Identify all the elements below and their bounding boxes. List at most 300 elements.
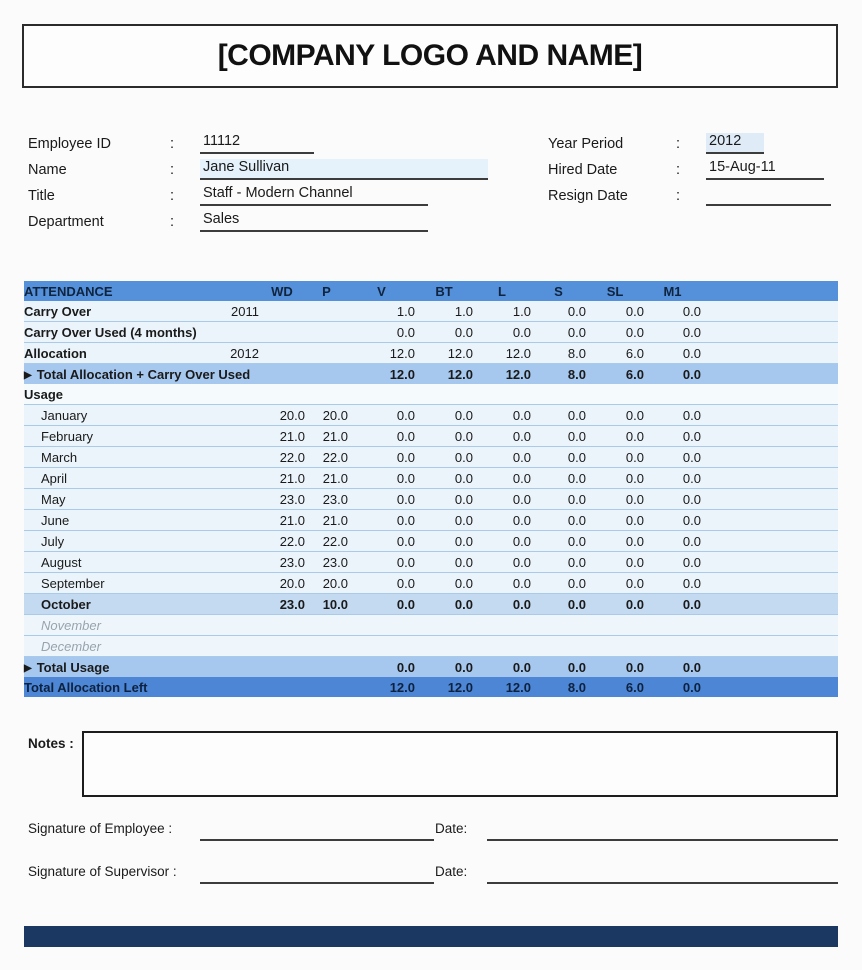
value-cell-bt[interactable]: 0.0 (415, 489, 473, 510)
year-cell[interactable] (194, 384, 259, 405)
row-label: May (41, 491, 66, 507)
value-cell-bt[interactable]: 0.0 (415, 552, 473, 573)
row-label: Allocation (24, 345, 87, 361)
value-cell-sl[interactable] (586, 636, 644, 657)
column-header-m1: M1 (644, 281, 701, 301)
value-cell-m1[interactable]: 0.0 (644, 405, 701, 426)
value-cell-v[interactable]: 0.0 (348, 468, 415, 489)
filler-cell (701, 384, 838, 405)
filler-cell (701, 426, 838, 447)
value-cell-p[interactable]: 20.0 (305, 573, 348, 594)
value-cell-bt[interactable]: 0.0 (415, 573, 473, 594)
value-cell-wd[interactable] (259, 364, 305, 385)
value-cell-p[interactable] (305, 322, 348, 343)
value-cell-m1[interactable]: 0.0 (644, 426, 701, 447)
filler-cell (701, 364, 838, 385)
filler-cell (701, 531, 838, 552)
row-label: January (41, 407, 88, 423)
value-cell-wd[interactable] (259, 343, 305, 364)
value-cell-m1[interactable]: 0.0 (644, 364, 701, 385)
value-cell-v[interactable]: 1.0 (348, 301, 415, 322)
value-cell-sl[interactable]: 0.0 (586, 510, 644, 531)
value-cell-wd[interactable]: 22.0 (259, 531, 305, 552)
year-cell[interactable] (194, 677, 259, 697)
row-label-cell (24, 657, 194, 678)
value-cell-wd[interactable]: 22.0 (259, 447, 305, 468)
value-cell-sl[interactable]: 6.0 (586, 343, 644, 364)
value-cell-v[interactable]: 12.0 (348, 343, 415, 364)
row-label: October (41, 596, 91, 612)
value-cell-wd[interactable] (259, 615, 305, 636)
field-name (28, 154, 488, 180)
value-cell-v[interactable]: 0.0 (348, 489, 415, 510)
value-cell-l[interactable]: 0.0 (473, 322, 531, 343)
table-row (24, 384, 838, 405)
value-cell-l[interactable]: 0.0 (473, 468, 531, 489)
table-row (24, 322, 838, 343)
filler-cell (701, 322, 838, 343)
row-label: Total Usage (36, 659, 110, 675)
value-cell-m1[interactable] (644, 636, 701, 657)
table-row (24, 552, 838, 573)
row-label-cell (24, 384, 194, 405)
value-cell-l[interactable]: 0.0 (473, 531, 531, 552)
field-employee-id (28, 128, 488, 154)
row-label-cell (24, 594, 194, 615)
year-cell[interactable] (194, 405, 259, 426)
filler-cell (701, 552, 838, 573)
value-cell-bt[interactable]: 0.0 (415, 594, 473, 615)
value-cell-sl[interactable]: 6.0 (586, 677, 644, 697)
value-cell-l[interactable]: 0.0 (473, 552, 531, 573)
table-row (24, 426, 838, 447)
value-cell-l[interactable] (473, 384, 531, 405)
column-header-wd: WD (259, 281, 305, 301)
value-cell-l[interactable]: 0.0 (473, 426, 531, 447)
value-cell-sl[interactable]: 0.0 (586, 426, 644, 447)
colon-separator: : (170, 214, 175, 230)
value-cell-l[interactable]: 12.0 (473, 343, 531, 364)
value-cell-l[interactable] (473, 636, 531, 657)
value-cell-p[interactable] (305, 364, 348, 385)
name-value[interactable]: Jane Sullivan (200, 159, 488, 180)
value-cell-p[interactable]: 22.0 (305, 447, 348, 468)
year-cell[interactable] (194, 657, 259, 678)
row-label-cell (24, 468, 194, 489)
value-cell-wd[interactable]: 21.0 (259, 426, 305, 447)
row-label: September (41, 575, 105, 591)
row-label: Total Allocation + Carry Over Used (36, 366, 251, 382)
year-cell[interactable] (194, 594, 259, 615)
filler-cell (701, 636, 838, 657)
value-cell-p[interactable] (305, 301, 348, 322)
value-cell-s[interactable]: 8.0 (531, 677, 586, 697)
row-label: June (41, 512, 70, 528)
value-cell-m1[interactable]: 0.0 (644, 552, 701, 573)
row-label: Carry Over (24, 303, 92, 319)
value-cell-m1[interactable] (644, 384, 701, 405)
year-period-label: Year Period (548, 136, 624, 152)
row-label: Total Allocation Left (24, 679, 148, 695)
value-cell-wd[interactable]: 23.0 (259, 552, 305, 573)
value-cell-v[interactable]: 12.0 (348, 677, 415, 697)
year-cell[interactable] (194, 510, 259, 531)
value-cell-v[interactable]: 0.0 (348, 657, 415, 678)
value-cell-bt[interactable]: 0.0 (415, 468, 473, 489)
title-value[interactable]: Staff - Modern Channel (200, 185, 428, 206)
table-row (24, 531, 838, 552)
date-supervisor-label: Date: (435, 864, 468, 879)
table-row (24, 468, 838, 489)
value-cell-wd[interactable]: 20.0 (259, 405, 305, 426)
value-cell-p[interactable]: 23.0 (305, 489, 348, 510)
value-cell-p[interactable]: 22.0 (305, 531, 348, 552)
value-cell-m1[interactable]: 0.0 (644, 322, 701, 343)
resign-date-value[interactable] (706, 185, 831, 206)
table-row (24, 573, 838, 594)
year-cell[interactable] (194, 615, 259, 636)
row-label: Usage (24, 386, 64, 402)
value-cell-bt[interactable]: 12.0 (415, 343, 473, 364)
filler-cell (701, 657, 838, 678)
date-employee-line[interactable] (487, 823, 838, 841)
value-cell-m1[interactable]: 0.0 (644, 677, 701, 697)
value-cell-v[interactable]: 0.0 (348, 594, 415, 615)
table-row (24, 447, 838, 468)
value-cell-sl[interactable]: 0.0 (586, 657, 644, 678)
row-label-cell (24, 531, 194, 552)
employee-id-label: Employee ID (28, 136, 112, 152)
value-cell-v[interactable]: 0.0 (348, 573, 415, 594)
row-label: November (41, 617, 101, 633)
year-cell[interactable] (194, 322, 259, 343)
table-row (24, 594, 838, 615)
value-cell-s[interactable]: 0.0 (531, 531, 586, 552)
value-cell-bt[interactable] (415, 636, 473, 657)
filler-cell (701, 594, 838, 615)
value-cell-wd[interactable]: 23.0 (259, 594, 305, 615)
value-cell-m1[interactable]: 0.0 (644, 343, 701, 364)
table-row (24, 636, 838, 657)
value-cell-m1[interactable]: 0.0 (644, 573, 701, 594)
colon-separator: : (676, 162, 681, 178)
notes-input-box[interactable] (82, 731, 838, 797)
value-cell-v[interactable]: 0.0 (348, 426, 415, 447)
filler-cell (701, 447, 838, 468)
name-label: Name (28, 162, 67, 178)
value-cell-m1[interactable] (644, 615, 701, 636)
row-label-cell (24, 426, 194, 447)
row-label-cell (24, 447, 194, 468)
value-cell-s[interactable]: 8.0 (531, 343, 586, 364)
filler-cell (701, 468, 838, 489)
row-label: Carry Over Used (4 months) (24, 324, 197, 340)
column-header-bt: BT (415, 281, 473, 301)
employee-id-value[interactable]: 11112 (200, 133, 314, 154)
value-cell-s[interactable]: 8.0 (531, 364, 586, 385)
row-label: December (41, 638, 101, 654)
year-cell[interactable] (194, 426, 259, 447)
colon-separator: : (170, 136, 175, 152)
page-title: [COMPANY LOGO AND NAME] (217, 39, 643, 72)
value-cell-v[interactable]: 0.0 (348, 405, 415, 426)
value-cell-sl[interactable]: 0.0 (586, 322, 644, 343)
value-cell-s[interactable]: 0.0 (531, 405, 586, 426)
field-department (28, 206, 488, 232)
value-cell-p[interactable] (305, 657, 348, 678)
employee-info-right (548, 128, 831, 206)
value-cell-s[interactable] (531, 636, 586, 657)
value-cell-m1[interactable]: 0.0 (644, 447, 701, 468)
value-cell-m1[interactable]: 0.0 (644, 657, 701, 678)
value-cell-s[interactable]: 0.0 (531, 510, 586, 531)
value-cell-s[interactable]: 0.0 (531, 468, 586, 489)
row-label: February (41, 428, 94, 444)
row-label-cell (24, 364, 251, 385)
filler-cell (701, 301, 838, 322)
department-label: Department (28, 214, 104, 230)
header-filler-cell (701, 281, 838, 301)
value-cell-wd[interactable]: 23.0 (259, 489, 305, 510)
table-row (24, 657, 838, 678)
value-cell-sl[interactable]: 0.0 (586, 573, 644, 594)
value-cell-p[interactable]: 10.0 (305, 594, 348, 615)
column-header-l: L (473, 281, 531, 301)
value-cell-s[interactable]: 0.0 (531, 301, 586, 322)
value-cell-bt[interactable]: 0.0 (415, 322, 473, 343)
row-label-cell (24, 552, 194, 573)
table-row (24, 405, 838, 426)
value-cell-l[interactable]: 0.0 (473, 510, 531, 531)
column-header-v: V (348, 281, 415, 301)
year-cell[interactable] (194, 636, 259, 657)
value-cell-p[interactable]: 21.0 (305, 426, 348, 447)
triangle-right-icon: ▶ (24, 369, 32, 381)
year-cell[interactable] (194, 468, 259, 489)
filler-cell (701, 343, 838, 364)
value-cell-bt[interactable]: 0.0 (415, 447, 473, 468)
value-cell-sl[interactable]: 0.0 (586, 552, 644, 573)
value-cell-v[interactable]: 0.0 (348, 510, 415, 531)
row-label-cell (24, 636, 194, 657)
table-row (24, 677, 838, 697)
value-cell-v[interactable]: 0.0 (348, 447, 415, 468)
value-cell-l[interactable]: 0.0 (473, 447, 531, 468)
row-label-cell (24, 677, 194, 697)
value-cell-wd[interactable] (259, 384, 305, 405)
signature-supervisor-line[interactable] (200, 866, 434, 884)
value-cell-l[interactable] (473, 615, 531, 636)
colon-separator: : (676, 136, 681, 152)
value-cell-m1[interactable]: 0.0 (644, 301, 701, 322)
value-cell-sl[interactable]: 0.0 (586, 468, 644, 489)
title-label: Title (28, 188, 55, 204)
footer-accent-bar (24, 926, 838, 947)
value-cell-v[interactable] (348, 636, 415, 657)
value-cell-m1[interactable]: 0.0 (644, 468, 701, 489)
table-row (24, 364, 838, 385)
value-cell-l[interactable]: 1.0 (473, 301, 531, 322)
value-cell-v[interactable] (348, 384, 415, 405)
row-label-cell (24, 343, 194, 364)
signature-supervisor-label: Signature of Supervisor : (28, 864, 177, 879)
colon-separator: : (170, 188, 175, 204)
value-cell-bt[interactable]: 0.0 (415, 657, 473, 678)
column-header-p: P (305, 281, 348, 301)
year-cell[interactable]: 2011 (194, 301, 259, 322)
column-header-sl: SL (586, 281, 644, 301)
value-cell-p[interactable]: 23.0 (305, 552, 348, 573)
value-cell-l[interactable]: 0.0 (473, 657, 531, 678)
value-cell-wd[interactable] (259, 636, 305, 657)
value-cell-wd[interactable] (259, 677, 305, 697)
table-row (24, 343, 838, 364)
value-cell-m1[interactable]: 0.0 (644, 594, 701, 615)
filler-cell (701, 405, 838, 426)
attendance-header-label: ATTENDANCE (24, 281, 259, 301)
value-cell-s[interactable]: 0.0 (531, 573, 586, 594)
value-cell-p[interactable] (305, 615, 348, 636)
value-cell-s[interactable]: 0.0 (531, 657, 586, 678)
value-cell-wd[interactable]: 21.0 (259, 468, 305, 489)
value-cell-p[interactable] (305, 636, 348, 657)
year-cell[interactable] (194, 552, 259, 573)
value-cell-bt[interactable]: 0.0 (415, 426, 473, 447)
value-cell-sl[interactable]: 0.0 (586, 447, 644, 468)
filler-cell (701, 573, 838, 594)
employee-info-left (28, 128, 488, 232)
value-cell-l[interactable]: 12.0 (473, 677, 531, 697)
value-cell-wd[interactable] (259, 322, 305, 343)
table-row (24, 301, 838, 322)
value-cell-s[interactable]: 0.0 (531, 594, 586, 615)
value-cell-wd[interactable] (259, 301, 305, 322)
company-header-box (22, 24, 838, 88)
value-cell-m1[interactable]: 0.0 (644, 489, 701, 510)
attendance-table (24, 281, 838, 697)
value-cell-bt[interactable] (415, 615, 473, 636)
row-label: March (41, 449, 78, 465)
value-cell-p[interactable] (305, 384, 348, 405)
value-cell-p[interactable]: 21.0 (305, 510, 348, 531)
value-cell-sl[interactable]: 0.0 (586, 531, 644, 552)
year-cell[interactable]: 2012 (194, 343, 259, 364)
filler-cell (701, 489, 838, 510)
value-cell-l[interactable]: 0.0 (473, 489, 531, 510)
value-cell-l[interactable]: 12.0 (473, 364, 531, 385)
value-cell-s[interactable] (531, 384, 586, 405)
colon-separator: : (676, 188, 681, 204)
value-cell-v[interactable]: 0.0 (348, 552, 415, 573)
value-cell-p[interactable]: 21.0 (305, 468, 348, 489)
value-cell-m1[interactable]: 0.0 (644, 510, 701, 531)
row-label-cell (24, 405, 194, 426)
value-cell-bt[interactable] (415, 384, 473, 405)
hired-date-value[interactable]: 15-Aug-11 (706, 159, 824, 180)
signature-employee-label: Signature of Employee : (28, 821, 173, 836)
value-cell-v[interactable] (348, 615, 415, 636)
filler-cell (701, 510, 838, 531)
row-label-cell (24, 489, 194, 510)
column-header-s: S (531, 281, 586, 301)
value-cell-bt[interactable]: 0.0 (415, 531, 473, 552)
value-cell-v[interactable]: 0.0 (348, 531, 415, 552)
value-cell-wd[interactable] (259, 657, 305, 678)
value-cell-s[interactable]: 0.0 (531, 489, 586, 510)
resign-date-label: Resign Date (548, 188, 628, 204)
value-cell-v[interactable]: 0.0 (348, 322, 415, 343)
row-label-cell (24, 510, 194, 531)
filler-cell (701, 615, 838, 636)
value-cell-sl[interactable]: 0.0 (586, 594, 644, 615)
value-cell-p[interactable] (305, 343, 348, 364)
row-label: April (41, 470, 68, 486)
filler-cell (701, 677, 838, 697)
value-cell-wd[interactable]: 20.0 (259, 573, 305, 594)
value-cell-p[interactable] (305, 677, 348, 697)
attendance-header-row (24, 281, 838, 301)
table-row (24, 615, 838, 636)
value-cell-bt[interactable]: 0.0 (415, 405, 473, 426)
year-period-value[interactable]: 2012 (706, 133, 764, 154)
value-cell-sl[interactable]: 0.0 (586, 489, 644, 510)
value-cell-s[interactable] (531, 615, 586, 636)
department-value[interactable]: Sales (200, 211, 428, 232)
value-cell-s[interactable]: 0.0 (531, 447, 586, 468)
hired-date-label: Hired Date (548, 162, 618, 178)
row-label-cell (24, 573, 194, 594)
table-row (24, 510, 838, 531)
year-cell[interactable] (194, 447, 259, 468)
colon-separator: : (170, 162, 175, 178)
row-label: August (41, 554, 82, 570)
attendance-table-body (24, 301, 838, 697)
triangle-right-icon: ▶ (24, 662, 32, 674)
value-cell-m1[interactable]: 0.0 (644, 531, 701, 552)
year-cell[interactable] (194, 489, 259, 510)
date-supervisor-line[interactable] (487, 866, 838, 884)
value-cell-l[interactable]: 0.0 (473, 594, 531, 615)
row-label: July (41, 533, 65, 549)
value-cell-sl[interactable]: 6.0 (586, 364, 644, 385)
value-cell-sl[interactable] (586, 384, 644, 405)
value-cell-bt[interactable]: 1.0 (415, 301, 473, 322)
value-cell-sl[interactable] (586, 615, 644, 636)
signature-employee-line[interactable] (200, 823, 434, 841)
value-cell-s[interactable]: 0.0 (531, 552, 586, 573)
field-year-period (548, 128, 831, 154)
value-cell-v[interactable]: 12.0 (348, 364, 415, 385)
year-cell[interactable] (194, 573, 259, 594)
value-cell-sl[interactable]: 0.0 (586, 405, 644, 426)
field-title (28, 180, 488, 206)
year-cell[interactable] (194, 531, 259, 552)
value-cell-l[interactable]: 0.0 (473, 405, 531, 426)
value-cell-s[interactable]: 0.0 (531, 322, 586, 343)
row-label-cell (24, 615, 194, 636)
value-cell-p[interactable]: 20.0 (305, 405, 348, 426)
row-label-cell (24, 301, 194, 322)
value-cell-sl[interactable]: 0.0 (586, 301, 644, 322)
value-cell-s[interactable]: 0.0 (531, 426, 586, 447)
value-cell-bt[interactable]: 0.0 (415, 510, 473, 531)
row-label-cell (24, 322, 197, 343)
value-cell-l[interactable]: 0.0 (473, 573, 531, 594)
value-cell-wd[interactable]: 21.0 (259, 510, 305, 531)
value-cell-bt[interactable]: 12.0 (415, 677, 473, 697)
value-cell-bt[interactable]: 12.0 (415, 364, 473, 385)
field-resign-date (548, 180, 831, 206)
